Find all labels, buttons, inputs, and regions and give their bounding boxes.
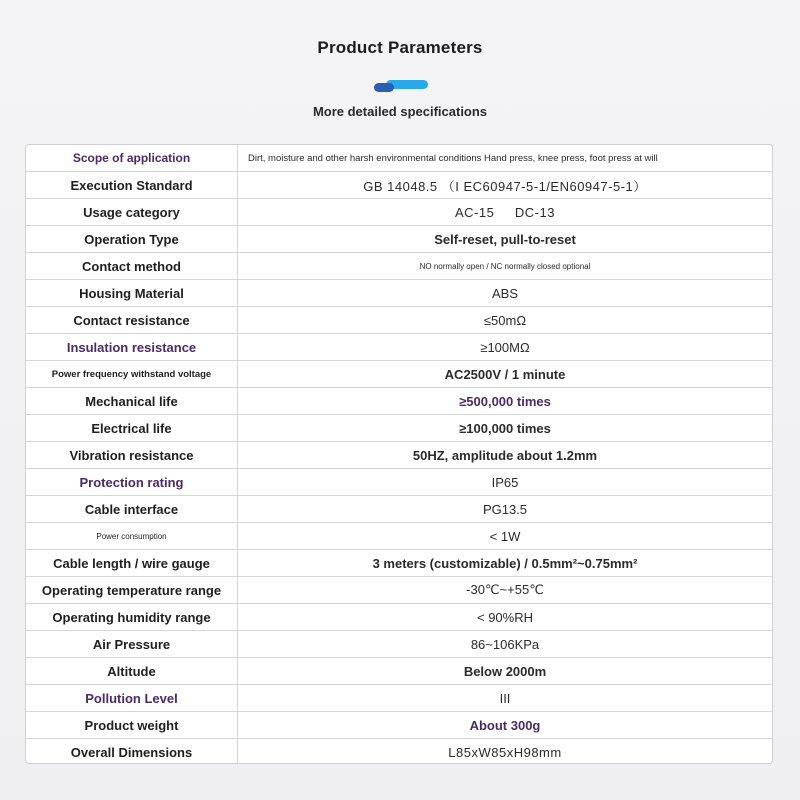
table-row xyxy=(26,280,772,307)
spec-label: Power consumption xyxy=(26,523,238,550)
spec-value: Dirt, moisture and other harsh environmental conditions Hand press, knee press, foot press at will xyxy=(238,145,773,172)
spec-value: Below 2000m xyxy=(238,658,773,685)
spec-label: Pollution Level xyxy=(26,685,238,712)
spec-value: AC2500V / 1 minute xyxy=(238,361,773,388)
spec-table xyxy=(25,144,773,764)
spec-label: Cable interface xyxy=(26,496,238,523)
spec-value: ABS xyxy=(238,280,773,307)
spec-label: Cable length / wire gauge xyxy=(26,550,238,577)
spec-label: Execution Standard xyxy=(26,172,238,199)
table-row xyxy=(26,172,772,199)
table-row xyxy=(26,469,772,496)
table-row xyxy=(26,334,772,361)
table-row xyxy=(26,658,772,685)
spec-value: ≤50mΩ xyxy=(238,307,773,334)
spec-label: Power frequency withstand voltage xyxy=(26,361,238,388)
spec-value: Self-reset, pull-to-reset xyxy=(238,226,773,253)
table-row xyxy=(26,496,772,523)
spec-label: Operating humidity range xyxy=(26,604,238,631)
spec-value: 86~106KPa xyxy=(238,631,773,658)
spec-label: Insulation resistance xyxy=(26,334,238,361)
table-row xyxy=(26,226,772,253)
spec-label: Air Pressure xyxy=(26,631,238,658)
table-row xyxy=(26,442,772,469)
spec-value: PG13.5 xyxy=(238,496,773,523)
spec-value: ≥100,000 times xyxy=(238,415,773,442)
page-title: Product Parameters xyxy=(317,38,483,57)
spec-value: 50HZ, amplitude about 1.2mm xyxy=(238,442,773,469)
page-subtitle: More detailed specifications xyxy=(312,104,488,119)
table-row xyxy=(26,577,772,604)
spec-value: 3 meters (customizable) / 0.5mm²~0.75mm² xyxy=(238,550,773,577)
spec-value: GB 14048.5 （I EC60947-5-1/EN60947-5-1） xyxy=(238,172,773,199)
spec-label: Operating temperature range xyxy=(26,577,238,604)
spec-value: ≥500,000 times xyxy=(238,388,773,415)
spec-label: Operation Type xyxy=(26,226,238,253)
spec-label: Scope of application xyxy=(26,145,238,172)
table-row xyxy=(26,604,772,631)
spec-label: Electrical life xyxy=(26,415,238,442)
spec-label: Contact resistance xyxy=(26,307,238,334)
spec-value: AC-15 DC-13 xyxy=(238,199,773,226)
spec-value: L85xW85xH98mm xyxy=(448,744,562,760)
spec-value: ≥100MΩ xyxy=(238,334,773,361)
spec-label: Mechanical life xyxy=(26,388,238,415)
spec-label: Product weight xyxy=(26,712,238,739)
table-row xyxy=(26,523,772,550)
table-row xyxy=(26,388,772,415)
table-row xyxy=(26,253,772,280)
table-row xyxy=(26,145,772,172)
spec-value: About 300g xyxy=(238,712,773,739)
spec-value: III xyxy=(238,685,773,712)
title-accent-bar xyxy=(372,80,430,92)
table-row xyxy=(26,712,772,739)
spec-label: Overall Dimensions xyxy=(26,739,238,765)
table-row xyxy=(26,550,772,577)
spec-label: Altitude xyxy=(26,658,238,685)
spec-label: Vibration resistance xyxy=(26,442,238,469)
spec-label: Contact method xyxy=(26,253,238,280)
spec-value: NO normally open / NC normally closed optional xyxy=(238,253,773,280)
table-row xyxy=(26,307,772,334)
spec-value: -30℃~+55℃ xyxy=(238,577,773,604)
table-row xyxy=(26,361,772,388)
spec-label: Usage category xyxy=(26,199,238,226)
table-row xyxy=(26,199,772,226)
table-row xyxy=(26,739,772,765)
table-row xyxy=(26,415,772,442)
spec-label: Protection rating xyxy=(26,469,238,496)
spec-value: IP65 xyxy=(238,469,773,496)
table-row xyxy=(26,685,772,712)
spec-label: Housing Material xyxy=(26,280,238,307)
table-row xyxy=(26,631,772,658)
spec-value: < 90%RH xyxy=(238,604,773,631)
accent-pill-dark xyxy=(374,83,394,92)
spec-value: < 1W xyxy=(238,523,773,550)
